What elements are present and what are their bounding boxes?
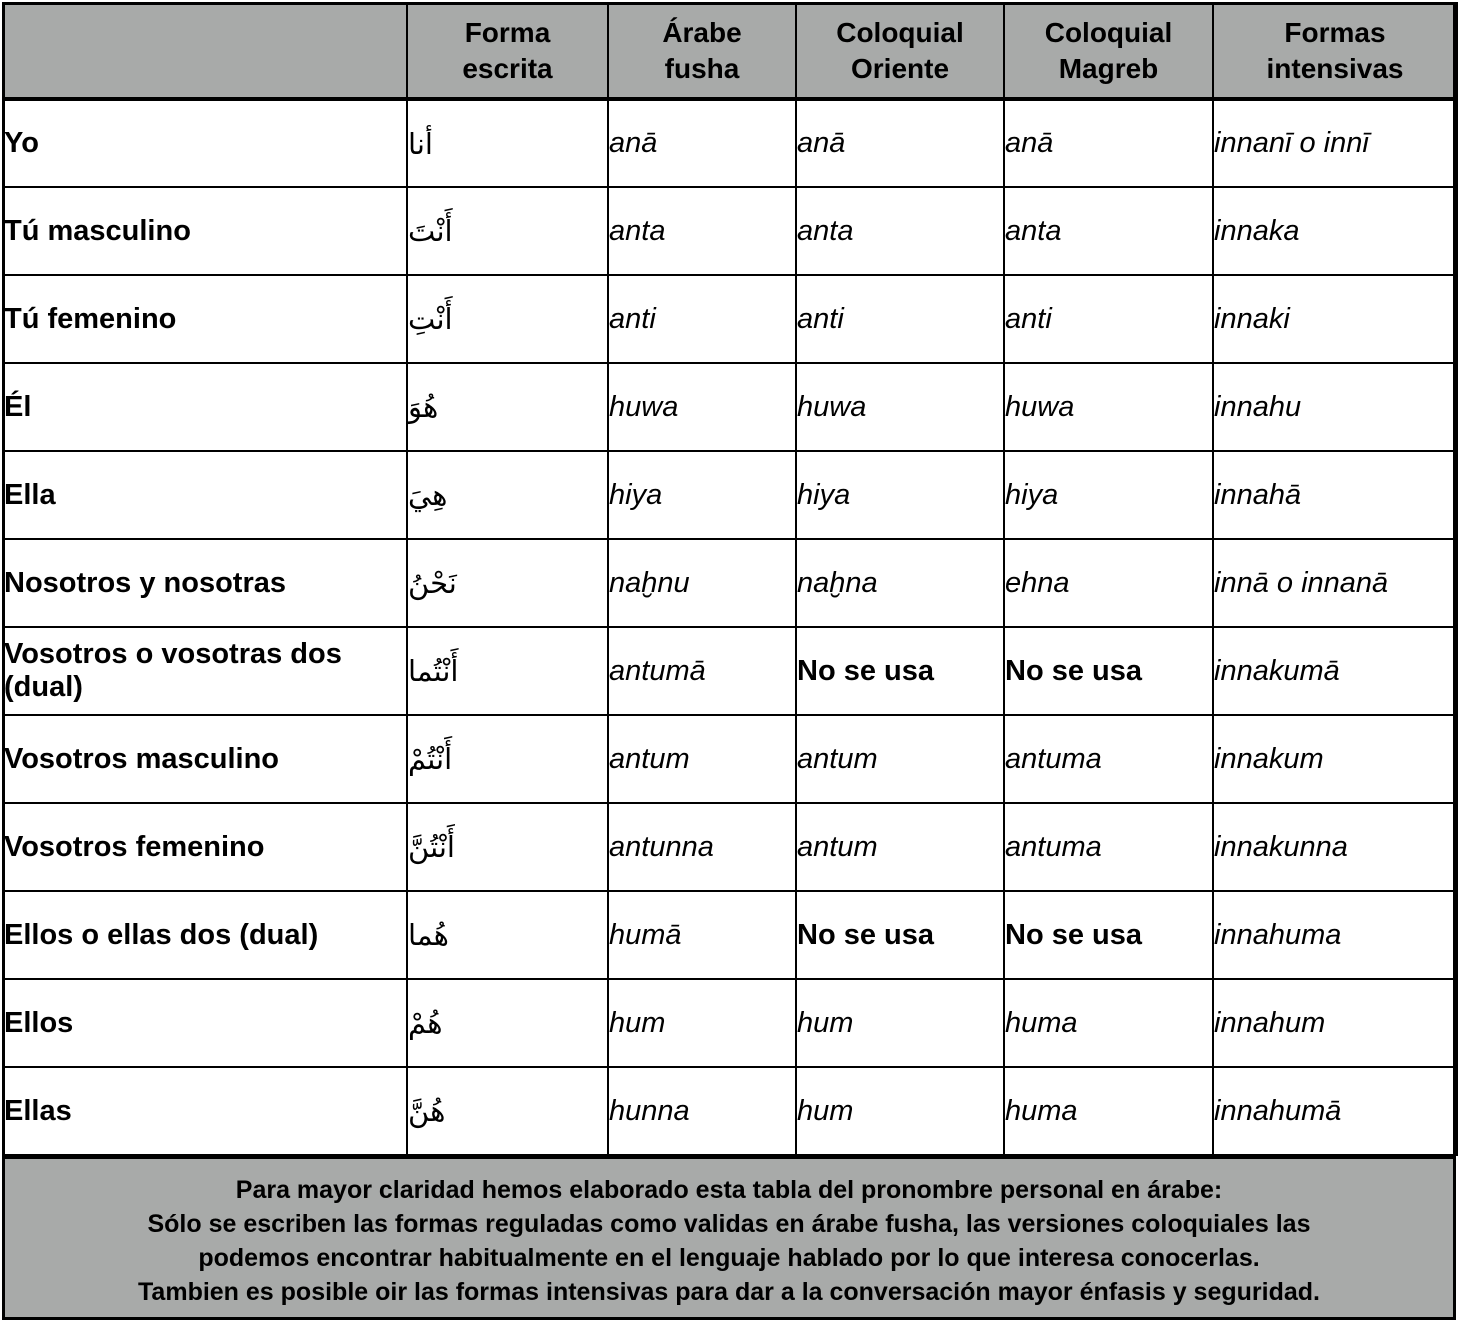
coloquial-oriente-cell: naḫna: [796, 539, 1004, 627]
coloquial-oriente-cell: No se usa: [796, 891, 1004, 979]
arabic-written-form: هُوَ: [407, 363, 608, 451]
formas-intensivas-cell: innakum: [1213, 715, 1457, 803]
arabe-fusha-cell: antunna: [608, 803, 796, 891]
arabe-fusha-cell: huwa: [608, 363, 796, 451]
header-text: Coloquial Oriente: [836, 16, 964, 84]
arabe-fusha-cell: hunna: [608, 1067, 796, 1155]
row-label: Ellas: [3, 1067, 407, 1155]
coloquial-oriente-cell: anta: [796, 187, 1004, 275]
row-label: Nosotros y nosotras: [3, 539, 407, 627]
formas-intensivas-cell: innahuma: [1213, 891, 1457, 979]
coloquial-oriente-cell: hiya: [796, 451, 1004, 539]
row-label: Vosotros o vosotras dos (dual): [3, 627, 407, 715]
row-label: Vosotros femenino: [3, 803, 407, 891]
row-label: Ellos: [3, 979, 407, 1067]
arabic-written-form: أَنْتُنَّ: [407, 803, 608, 891]
arabic-written-form: هِيَ: [407, 451, 608, 539]
footer-line: podemos encontrar habitualmente en el lenguaje hablado por lo que interesa conocerlas.: [198, 1244, 1260, 1272]
footer-line: Para mayor claridad hemos elaborado esta tabla del pronombre personal en árabe:: [235, 1176, 1223, 1204]
coloquial-magreb-cell: ehna: [1004, 539, 1213, 627]
coloquial-oriente-cell: antum: [796, 715, 1004, 803]
arabe-fusha-cell: anta: [608, 187, 796, 275]
coloquial-oriente-cell: hum: [796, 1067, 1004, 1155]
arabe-fusha-cell: anā: [608, 99, 796, 187]
coloquial-oriente-cell: anā: [796, 99, 1004, 187]
formas-intensivas-cell: innanī o innī: [1213, 99, 1457, 187]
coloquial-oriente-cell: huwa: [796, 363, 1004, 451]
coloquial-magreb-cell: No se usa: [1004, 627, 1213, 715]
formas-intensivas-cell: innaki: [1213, 275, 1457, 363]
formas-intensivas-cell: innakunna: [1213, 803, 1457, 891]
arabe-fusha-cell: hiya: [608, 451, 796, 539]
formas-intensivas-cell: innā o innanā: [1213, 539, 1457, 627]
arabic-written-form: هُمْ: [407, 979, 608, 1067]
formas-intensivas-cell: innahum: [1213, 979, 1457, 1067]
row-label: Tú masculino: [3, 187, 407, 275]
formas-intensivas-cell: innakumā: [1213, 627, 1457, 715]
header-text: Coloquial Magreb: [1044, 16, 1173, 84]
formas-intensivas-cell: innahu: [1213, 363, 1457, 451]
coloquial-magreb-cell: anti: [1004, 275, 1213, 363]
coloquial-oriente-cell: anti: [796, 275, 1004, 363]
formas-intensivas-cell: innahā: [1213, 451, 1457, 539]
coloquial-oriente-cell: antum: [796, 803, 1004, 891]
coloquial-magreb-cell: hiya: [1004, 451, 1213, 539]
arabic-written-form: أَنْتِ: [407, 275, 608, 363]
coloquial-oriente-cell: No se usa: [796, 627, 1004, 715]
coloquial-magreb-cell: No se usa: [1004, 891, 1213, 979]
formas-intensivas-cell: innahumā: [1213, 1067, 1457, 1155]
header-text: Formas intensivas: [1266, 16, 1404, 84]
arabe-fusha-cell: hum: [608, 979, 796, 1067]
row-label: Vosotros masculino: [3, 715, 407, 803]
coloquial-magreb-cell: huma: [1004, 979, 1213, 1067]
footer-line: Tambien es posible oir las formas intensivas para dar a la conversación mayor énfasis y seguridad.: [138, 1278, 1320, 1306]
arabe-fusha-cell: antum: [608, 715, 796, 803]
arabe-fusha-cell: anti: [608, 275, 796, 363]
coloquial-magreb-cell: huwa: [1004, 363, 1213, 451]
arabe-fusha-cell: humā: [608, 891, 796, 979]
row-label: Él: [3, 363, 407, 451]
coloquial-magreb-cell: huma: [1004, 1067, 1213, 1155]
row-label: Ellos o ellas dos (dual): [3, 891, 407, 979]
row-label: Yo: [3, 99, 407, 187]
coloquial-magreb-cell: anā: [1004, 99, 1213, 187]
arabic-written-form: أنا: [407, 99, 608, 187]
coloquial-magreb-cell: antuma: [1004, 715, 1213, 803]
footer-line: Sólo se escriben las formas reguladas como validas en árabe fusha, las versiones coloquiales las: [147, 1210, 1311, 1238]
arabic-written-form: هُنَّ: [407, 1067, 608, 1155]
coloquial-magreb-cell: anta: [1004, 187, 1213, 275]
arabic-written-form: أَنْتَ: [407, 187, 608, 275]
arabe-fusha-cell: naḫnu: [608, 539, 796, 627]
arabic-written-form: هُما: [407, 891, 608, 979]
coloquial-oriente-cell: hum: [796, 979, 1004, 1067]
arabe-fusha-cell: antumā: [608, 627, 796, 715]
arabic-written-form: أَنْتُما: [407, 627, 608, 715]
header-text: Árabe fusha: [662, 16, 742, 84]
row-label: Ella: [3, 451, 407, 539]
coloquial-magreb-cell: antuma: [1004, 803, 1213, 891]
arabic-written-form: نَحْنُ: [407, 539, 608, 627]
formas-intensivas-cell: innaka: [1213, 187, 1457, 275]
table-frame: [2, 2, 1456, 1320]
header-text: Forma escrita: [462, 16, 553, 84]
arabic-written-form: أَنْتُمْ: [407, 715, 608, 803]
row-label: Tú femenino: [3, 275, 407, 363]
